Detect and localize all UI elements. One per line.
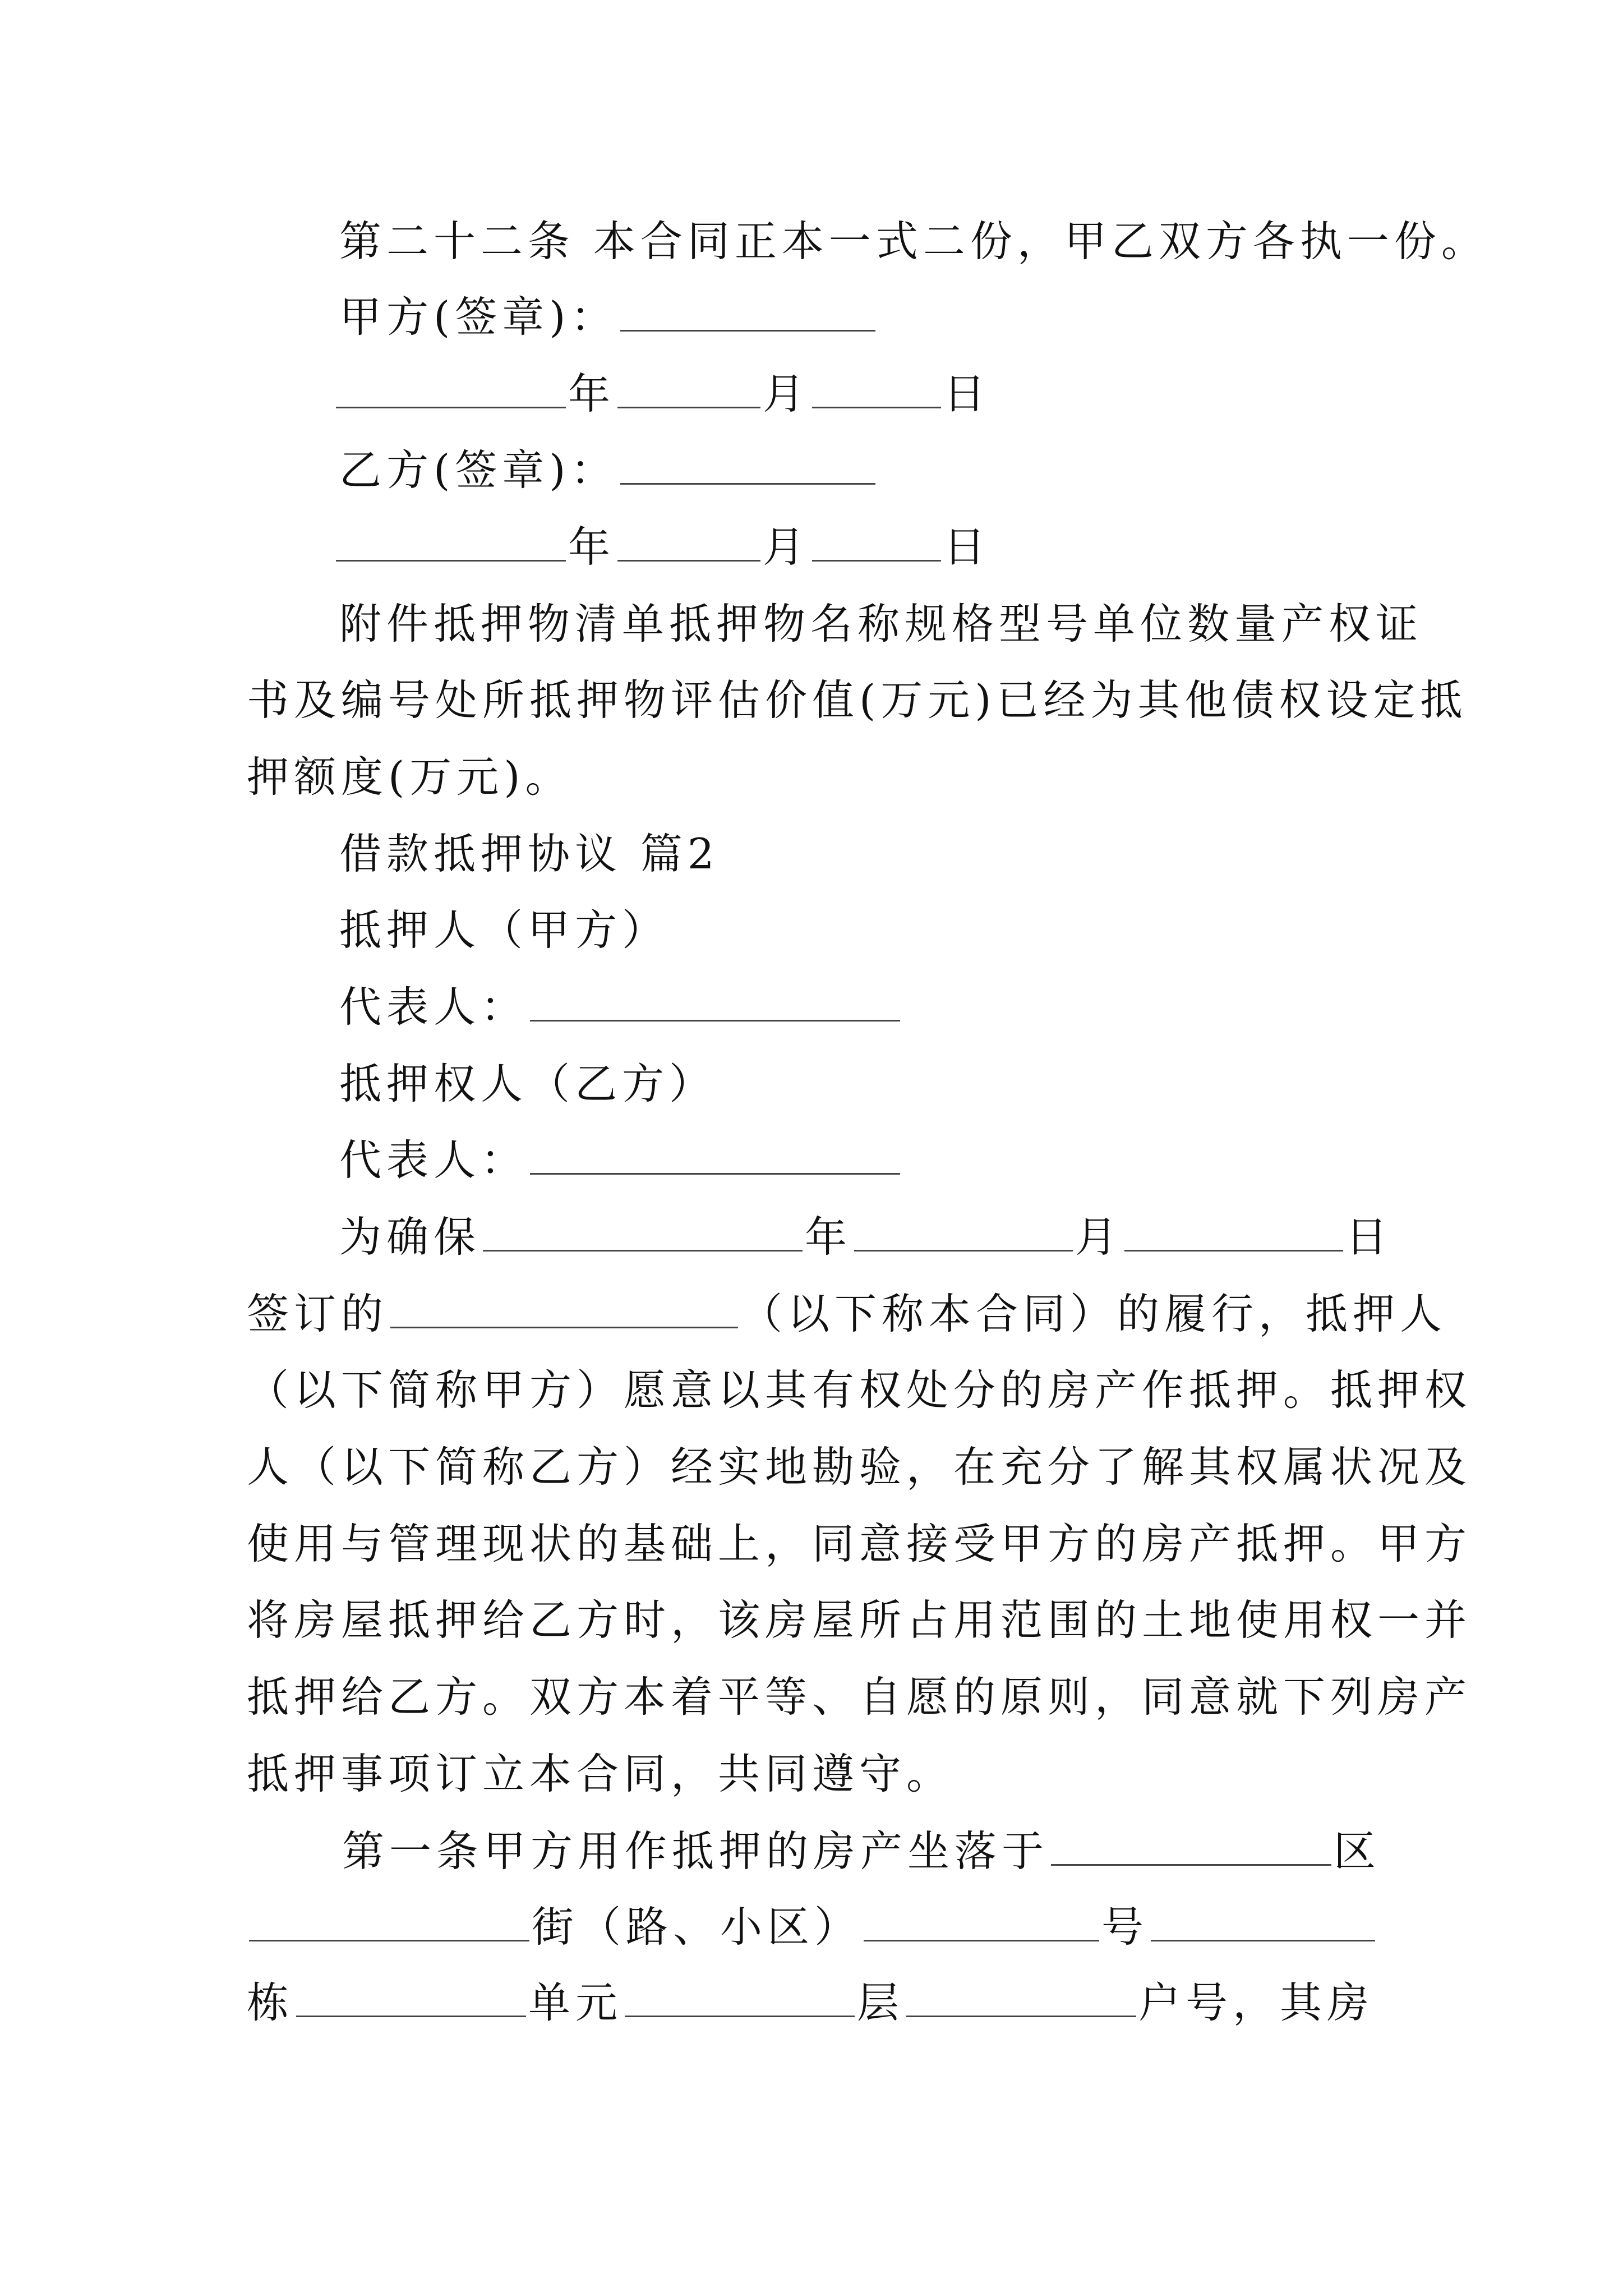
attachment-text-line-2: 书及编号处所抵押物评估价值(万元)已经为其他债权设定抵	[247, 675, 1468, 725]
party-a-sign-blank	[620, 297, 875, 332]
article-1-line-1: 第一条甲方用作抵押的房产坐落于 区	[342, 1826, 1381, 1876]
attachment-text-line-3: 押额度(万元)。	[247, 752, 573, 802]
body-line-1: （以下简称甲方）愿意以其有权处分的房产作抵押。抵押权	[247, 1365, 1472, 1415]
unit-blank	[296, 1983, 526, 2017]
ensure-day-blank	[1124, 1217, 1343, 1251]
mortgagee-representative-blank	[530, 1140, 900, 1175]
party-b-signature-line	[339, 442, 878, 498]
party-b-year-blank	[336, 527, 566, 562]
party-b-day-blank	[812, 527, 941, 562]
party-a-date-line: 年 月 日	[334, 366, 990, 422]
article-1-line-2: 街（路、小区） 号	[247, 1899, 1377, 1955]
mortgagor-representative-blank	[530, 987, 900, 1022]
party-a-year-blank	[336, 374, 566, 408]
contract-name-blank	[390, 1294, 738, 1328]
ensure-year-blank	[483, 1217, 803, 1251]
party-b-date-line: 年 月 日	[334, 519, 990, 575]
body-line-6: 抵押事项订立本合同，共同遵守。	[247, 1749, 954, 1798]
body-line-3: 使用与管理现状的基础上，同意接受甲方的房产抵押。甲方	[247, 1519, 1472, 1568]
clause-22: 第二十二条 本合同正本一式二份，甲乙双方各执一份。	[339, 217, 1488, 266]
floor-blank	[625, 1983, 855, 2017]
mortgagee-label: 抵押权人（乙方）	[339, 1059, 717, 1108]
party-a-sign-label: 甲方(签章)：	[339, 292, 618, 342]
party-a-month-blank	[617, 374, 760, 408]
body-line-2: 人（以下简称乙方）经实地勘验，在充分了解其权属状况及	[247, 1442, 1472, 1492]
section-title: 借款抵押协议 篇2	[339, 829, 720, 878]
party-a-day-blank	[812, 374, 941, 408]
attachment-text-line-1: 附件抵押物清单抵押物名称规格型号单位数量产权证	[339, 599, 1423, 648]
mortgagee-representative-line: 代表人：	[339, 1132, 902, 1188]
number-blank	[864, 1907, 1099, 1941]
district-blank	[1051, 1832, 1331, 1866]
article-1-line-3: 栋 单元 层 户号，其房	[247, 1978, 1375, 2027]
party-b-sign-blank	[620, 450, 875, 485]
room-blank	[906, 1983, 1136, 2017]
ensure-date-line: 为确保 年 月 日	[339, 1212, 1393, 1262]
street-blank	[249, 1907, 529, 1941]
ensure-month-blank	[854, 1217, 1073, 1251]
body-line-4: 将房屋抵押给乙方时，该房屋所占用范围的土地使用权一并	[247, 1595, 1472, 1645]
party-b-sign-label: 乙方(签章)：	[339, 445, 618, 495]
mortgagor-representative-line: 代表人：	[339, 979, 902, 1035]
body-line-5: 抵押给乙方。双方本着平等、自愿的原则，同意就下列房产	[247, 1672, 1472, 1722]
mortgagor-label: 抵押人（甲方）	[339, 905, 670, 955]
building-blank	[1151, 1907, 1375, 1941]
party-b-month-blank	[617, 527, 760, 562]
signed-contract-line: 签订的 （以下称本合同）的履行，抵押人	[247, 1289, 1447, 1338]
party-a-signature-line	[339, 289, 878, 345]
